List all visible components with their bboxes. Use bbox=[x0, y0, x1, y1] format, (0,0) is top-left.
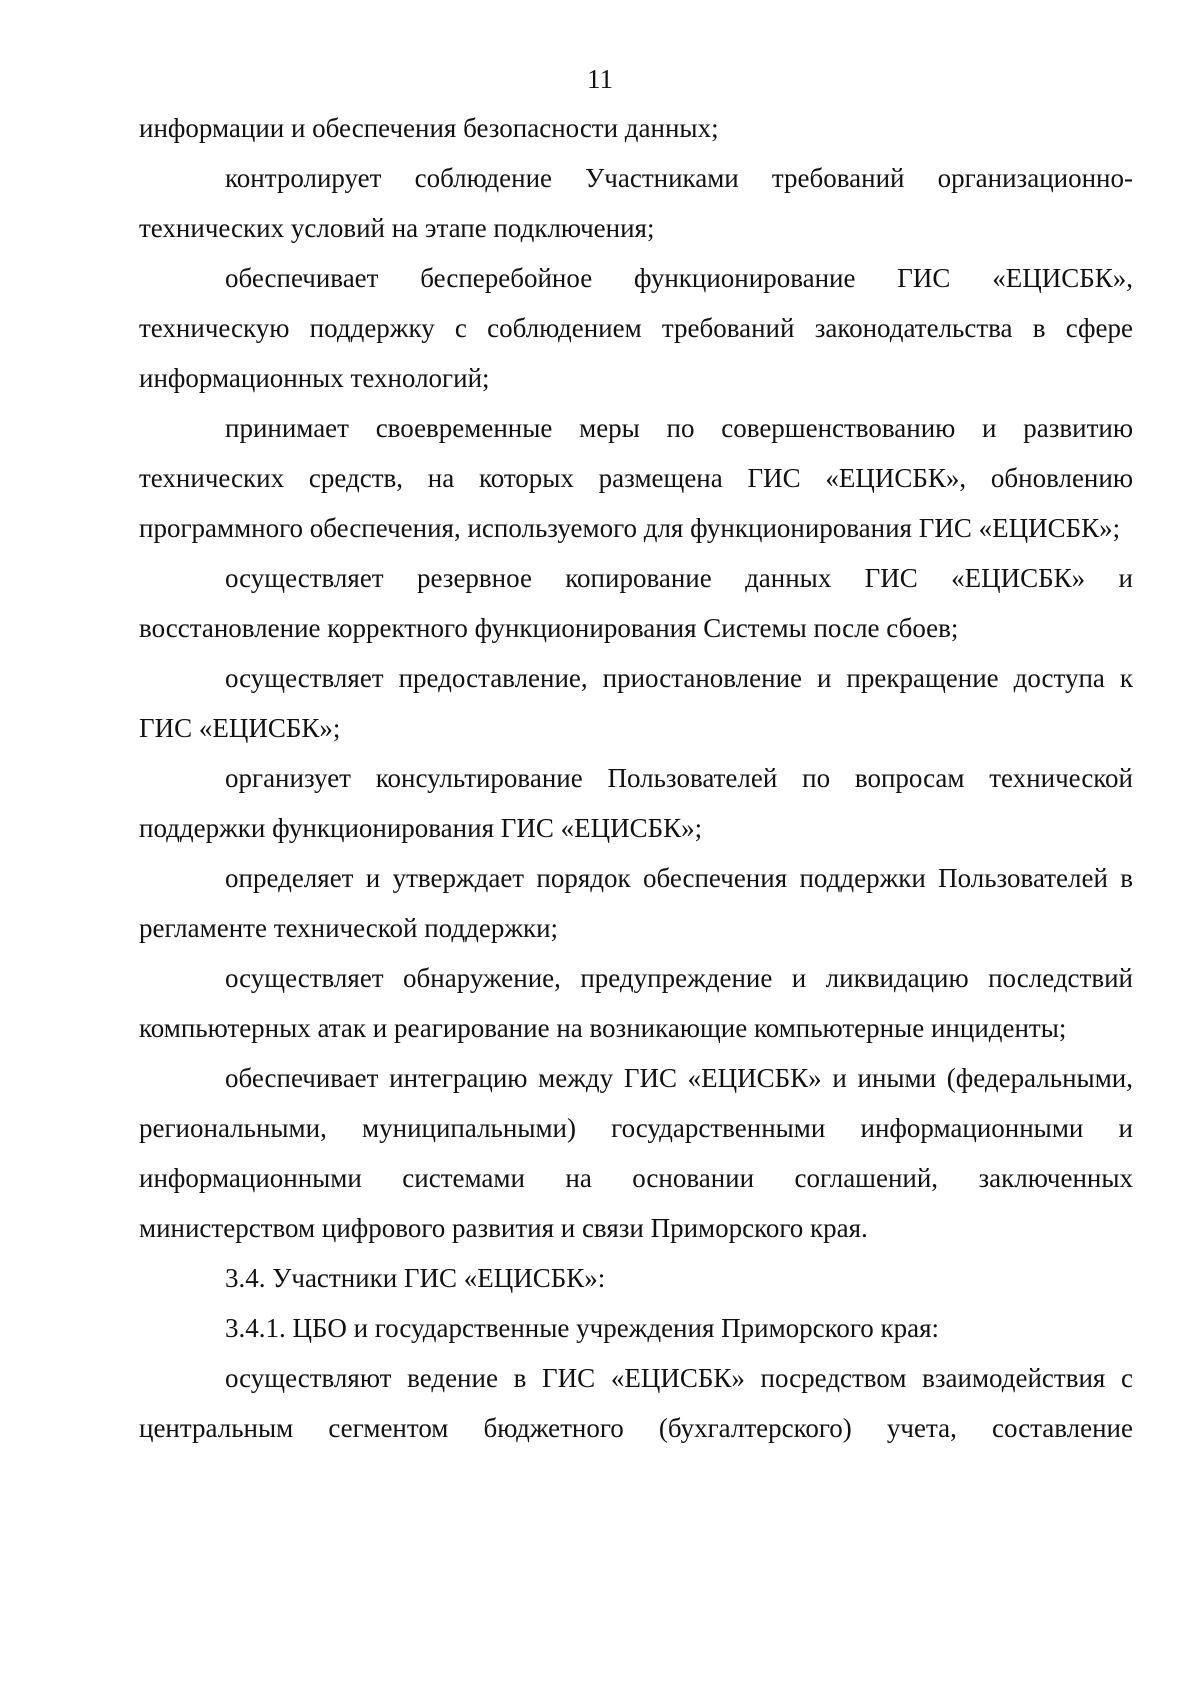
document-body bbox=[139, 103, 1133, 1453]
paragraph: осуществляет предоставление, приостановление и прекращение доступа к ГИС «ЕЦИСБК»; bbox=[139, 663, 1133, 743]
paragraph: организует консультирование Пользователей по вопросам технической поддержки функционирования ГИС «ЕЦИСБК»; bbox=[139, 763, 1133, 843]
paragraph: информации и обеспечения безопасности данных; bbox=[139, 113, 719, 143]
paragraph: осуществляют ведение в ГИС «ЕЦИСБК» посредством взаимодействия с центральным сегментом бюджетного (бухгалтерского) учета, составление bbox=[139, 1363, 1133, 1443]
paragraph: обеспечивает бесперебойное функционирование ГИС «ЕЦИСБК», техническую поддержку с соблюдением требований законодательства в сфере информационных технологий; bbox=[139, 263, 1133, 393]
page-number: 11 bbox=[587, 64, 613, 94]
paragraph: принимает своевременные меры по совершенствованию и развитию технических средств, на которых размещена ГИС «ЕЦИСБК», обновлению программного обеспечения, используемого для функционирования ГИС «ЕЦИСБК»; bbox=[139, 413, 1133, 543]
paragraph: осуществляет обнаружение, предупреждение и ликвидацию последствий компьютерных атак и реагирование на возникающие компьютерные инциденты; bbox=[139, 963, 1133, 1043]
subsection-heading: 3.4.1. ЦБО и государственные учреждения Приморского края: bbox=[225, 1313, 940, 1343]
section-heading: 3.4. Участники ГИС «ЕЦИСБК»: bbox=[225, 1263, 606, 1293]
paragraph: обеспечивает интеграцию между ГИС «ЕЦИСБК» и иными (федеральными, региональными, муниципальными) государственными информационными и информационными системами на основании соглашений, заключенных министерством цифрового развития и связи Приморского края. bbox=[139, 1063, 1133, 1243]
paragraph: определяет и утверждает порядок обеспечения поддержки Пользователей в регламенте технической поддержки; bbox=[139, 863, 1133, 943]
paragraph: осуществляет резервное копирование данных ГИС «ЕЦИСБК» и восстановление корректного функционирования Системы после сбоев; bbox=[139, 563, 1133, 643]
paragraph: контролирует соблюдение Участниками требований организационно-технических условий на этапе подключения; bbox=[139, 163, 1133, 243]
